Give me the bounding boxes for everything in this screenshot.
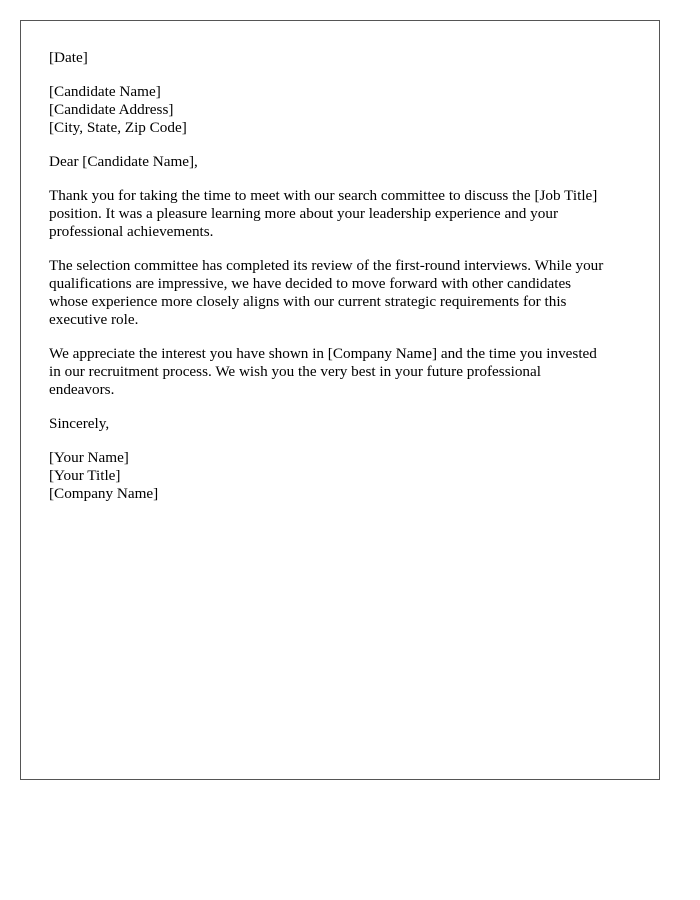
letter-page (20, 20, 660, 780)
recipient-name: [Candidate Name] (49, 83, 161, 100)
recipient-address: [Candidate Address] (49, 101, 174, 118)
recipient-block (49, 83, 639, 137)
paragraph-line: executive role. (49, 311, 139, 328)
paragraph-appreciation (49, 345, 639, 399)
paragraph-line: We appreciate the interest you have shown in [Company Name] and the time you invested (49, 345, 597, 362)
salutation-block (49, 153, 639, 171)
paragraph-line: whose experience more closely aligns with our current strategic requirements for this (49, 293, 567, 310)
paragraph-line: in our recruitment process. We wish you the very best in your future professional (49, 363, 541, 380)
paragraph-line: Thank you for taking the time to meet with our search committee to discuss the [Job Title] (49, 187, 598, 204)
signature-title: [Your Title] (49, 467, 121, 484)
paragraph-decision (49, 257, 639, 329)
paragraph-line: position. It was a pleasure learning more about your leadership experience and your (49, 205, 559, 222)
paragraph-line: professional achievements. (49, 223, 214, 240)
signature-company: [Company Name] (49, 485, 159, 502)
closing-block (49, 415, 639, 433)
letter-date: [Date] (49, 49, 88, 66)
recipient-city-state-zip: [City, State, Zip Code] (49, 119, 187, 136)
paragraph-line: The selection committee has completed its review of the first-round interviews. While your (49, 257, 604, 274)
paragraph-thanks (49, 187, 639, 241)
salutation: Dear [Candidate Name], (49, 153, 198, 170)
paragraph-line: qualifications are impressive, we have decided to move forward with other candidates (49, 275, 572, 292)
closing: Sincerely, (49, 415, 110, 432)
letter-body (49, 49, 639, 519)
date-block (49, 49, 639, 67)
signature-name: [Your Name] (49, 449, 129, 466)
signature-block (49, 449, 639, 503)
paragraph-line: endeavors. (49, 381, 115, 398)
